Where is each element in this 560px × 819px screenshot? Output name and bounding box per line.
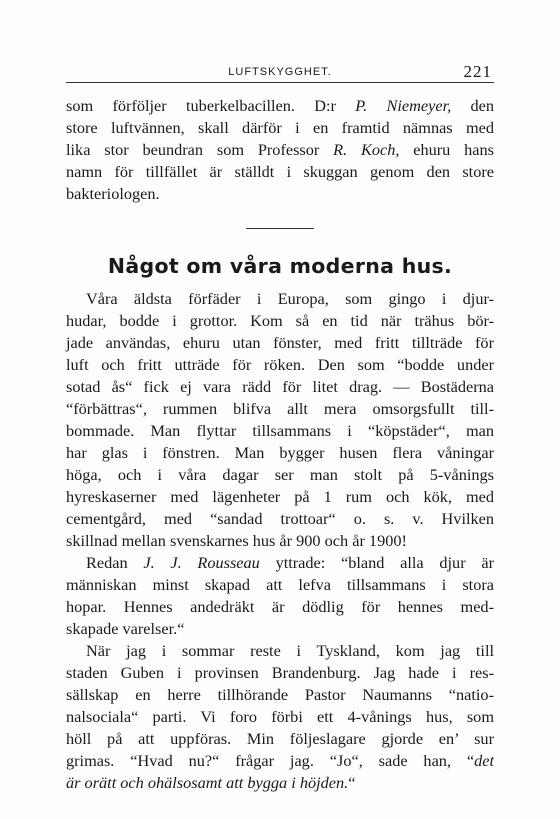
text-line: har glas i fönstren. Man bygger husen flera våningar	[66, 443, 494, 462]
book-page	[66, 60, 494, 794]
text-line: store luftvännen, skall därför i en framtid nämnas med	[66, 118, 494, 137]
text-fragment: grimas. “Hvad nu?“ frågar jag. “Jo“, sade han, “	[66, 751, 475, 770]
quote-italic: det	[474, 751, 494, 770]
text-line: sotad ås“ fick ej vara rädd för litet drag. — Bostäderna	[66, 377, 494, 396]
text-line: Våra äldsta förfäder i Europa, som gingo i djur-	[86, 289, 494, 308]
author-name: J. J. Rousseau	[143, 553, 260, 572]
text-line: höga, och i våra dagar ser man stolt på 5-vånings	[66, 465, 494, 484]
text-line: “förbättras“, rummen blifva allt mera omsorgsfullt till-	[66, 399, 494, 418]
paragraph-1	[66, 288, 494, 552]
text-line: jade användas, ehuru utan fönster, med fritt tillträde för	[66, 333, 494, 352]
page-number: 221	[463, 62, 492, 81]
text-fragment: yttrade: “bland alla djur är	[259, 553, 495, 572]
quote-italic: är orätt och ohälsosamt att bygga i höjden.	[66, 773, 349, 792]
text-line: När jag i sommar reste i Tyskland, kom jag till	[86, 641, 494, 660]
text-line: nalsociala“ parti. Vi foro förbi ett 4-vånings hus, som	[66, 707, 494, 726]
section-divider	[246, 228, 314, 229]
text-line: sällskap en herre tillhörande Pastor Naumanns “natio-	[66, 685, 494, 704]
text-line: bakteriologen.	[66, 184, 160, 203]
text-line: höll på att uppföras. Min följeslagare gjorde en’ sur	[66, 729, 494, 748]
text-fragment: Redan	[86, 553, 144, 572]
running-title: LUFTSKYGGHET.	[228, 66, 332, 78]
text-fragment: “	[348, 773, 356, 792]
paragraph-3	[66, 640, 494, 794]
text-line: som förföljer tuberkelbacillen. D:r P. Niemeyer, den	[66, 96, 495, 115]
text-line: skapade varelser.“	[66, 619, 185, 638]
text-line	[66, 750, 494, 772]
text-line: människan minst skapad att lefva tillsammans i stora	[66, 575, 494, 594]
text-line: luft och fritt utträde för röken. Den som “bodde under	[66, 355, 494, 374]
text-line: cementgård, med “sandad trottoar“ o. s. v. Hvilken	[66, 509, 494, 528]
text-line	[66, 552, 494, 574]
text-line: hudar, bodde i grottor. Kom så en tid när trähus bör-	[66, 311, 494, 330]
text-line: skillnad mellan svenskarnes hus år 900 och år 1900!	[66, 531, 407, 550]
text-line: hyreskaserner med lägenheter på 1 rum och kök, med	[66, 487, 494, 506]
text-line	[66, 772, 494, 794]
text-line: namn för tillfället är ställdt i skuggan genom den store	[66, 162, 494, 181]
text-line: bommade. Man flyttar tillsammans i “köpstäder“, man	[66, 421, 494, 440]
section-heading: Något om våra moderna hus.	[107, 254, 453, 278]
running-header	[66, 60, 494, 83]
text-line: lika stor beundran som Professor R. Koch, ehuru hans	[66, 140, 494, 159]
text-line: hopar. Hennes andedräkt är dödlig för hennes med-	[66, 597, 494, 616]
intro-paragraph	[66, 95, 494, 205]
text-line: staden Guben i provinsen Brandenburg. Jag hade i res-	[66, 663, 494, 682]
paragraph-2	[66, 552, 494, 640]
